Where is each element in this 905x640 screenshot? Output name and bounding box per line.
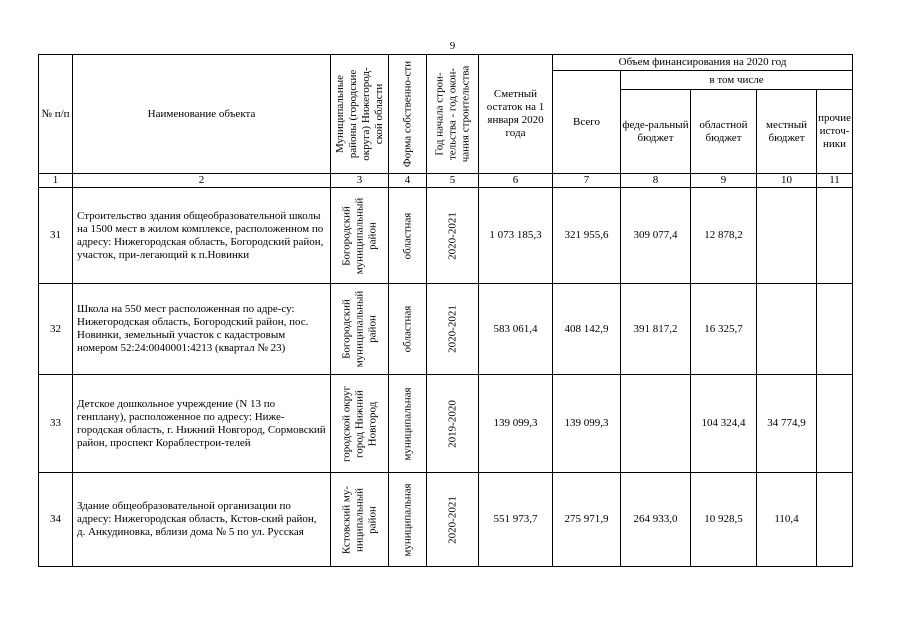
row-total: 321 955,6: [553, 188, 621, 284]
row-district: Богородский муниципальный район: [331, 188, 389, 284]
row-ownership: муниципальная: [389, 473, 427, 567]
row-regional: 104 324,4: [691, 375, 757, 473]
header-local: местный бюджет: [757, 90, 817, 174]
header-funding: Объем финансирования на 2020 год: [553, 55, 853, 71]
row-local: 110,4: [757, 473, 817, 567]
column-number: 2: [73, 174, 331, 188]
row-federal: 391 817,2: [621, 284, 691, 375]
row-district: городской округ город Нижний Новгород: [331, 375, 389, 473]
header-including: в том числе: [621, 71, 853, 90]
row-local: [757, 188, 817, 284]
column-number: 10: [757, 174, 817, 188]
row-total: 275 971,9: [553, 473, 621, 567]
object-name: Здание общеобразовательной организации по адресу: Нижегородская область, Кстов-ский район, д. Анкудиновка, вблизи дома № 5 по ул. Русская: [73, 473, 331, 567]
row-other: [817, 284, 853, 375]
row-local: [757, 284, 817, 375]
row-years: 2019-2020: [427, 375, 479, 473]
row-total: 139 099,3: [553, 375, 621, 473]
column-number: 9: [691, 174, 757, 188]
row-federal: 264 933,0: [621, 473, 691, 567]
row-regional: 12 878,2: [691, 188, 757, 284]
row-num: 34: [39, 473, 73, 567]
column-number: 6: [479, 174, 553, 188]
row-balance: 139 099,3: [479, 375, 553, 473]
column-number-row: [39, 174, 853, 188]
row-ownership: областная: [389, 188, 427, 284]
column-number: 5: [427, 174, 479, 188]
column-number: 3: [331, 174, 389, 188]
row-balance: 551 973,7: [479, 473, 553, 567]
object-name: Школа на 550 мест расположенная по адре-су: Нижегородская область, Богородский район, пос. Новинки, земельный участок с кадастровым номером 52:24:0040001:4213 (квартал № 23): [73, 284, 331, 375]
row-num: 32: [39, 284, 73, 375]
row-years: 2020-2021: [427, 473, 479, 567]
row-local: 34 774,9: [757, 375, 817, 473]
row-num: 33: [39, 375, 73, 473]
column-number: 4: [389, 174, 427, 188]
row-ownership: муниципальная: [389, 375, 427, 473]
column-number: 1: [39, 174, 73, 188]
row-district: Богородский муниципальный район: [331, 284, 389, 375]
column-number: 8: [621, 174, 691, 188]
row-total: 408 142,9: [553, 284, 621, 375]
column-number: 7: [553, 174, 621, 188]
row-federal: 309 077,4: [621, 188, 691, 284]
header-balance: Сметный остаток на 1 января 2020 года: [479, 55, 553, 174]
header-district: Муниципальные районы (городские округа) Нижегород-ской области: [331, 55, 389, 174]
row-balance: 583 061,4: [479, 284, 553, 375]
header-name: Наименование объекта: [73, 55, 331, 174]
row-other: [817, 473, 853, 567]
row-district: Кстовский му-ниципальный район: [331, 473, 389, 567]
header-regional: областной бюджет: [691, 90, 757, 174]
row-regional: 10 928,5: [691, 473, 757, 567]
row-ownership: областная: [389, 284, 427, 375]
header-ownership: Форма собственно-сти: [389, 55, 427, 174]
row-other: [817, 375, 853, 473]
row-balance: 1 073 185,3: [479, 188, 553, 284]
table-row: [39, 188, 853, 284]
header-total: Всего: [553, 71, 621, 174]
object-name: Детское дошкольное учреждение (N 13 по генплану), расположенное по адресу: Ниже-городская область, г. Нижний Новгород, Сормовский район, проспект Кораблестрои-телей: [73, 375, 331, 473]
row-num: 31: [39, 188, 73, 284]
header-other: прочие источ-ники: [817, 90, 853, 174]
row-federal: [621, 375, 691, 473]
column-number: 11: [817, 174, 853, 188]
row-years: 2020-2021: [427, 284, 479, 375]
financing-table: [38, 54, 853, 567]
object-name: Строительство здания общеобразовательной школы на 1500 мест в жилом комплексе, расположенном по адресу: Нижегородская область, Богородский район, участок, при-легающий к п.Новинки: [73, 188, 331, 284]
header-num: № п/п: [39, 55, 73, 174]
table-row: [39, 473, 853, 567]
page-number: 9: [449, 40, 456, 52]
row-years: 2020-2021: [427, 188, 479, 284]
header-years: Год начала строи-тельства - год окон-чания строительства: [427, 55, 479, 174]
table-row: [39, 375, 853, 473]
table-row: [39, 284, 853, 375]
row-regional: 16 325,7: [691, 284, 757, 375]
header-federal: феде-ральный бюджет: [621, 90, 691, 174]
row-other: [817, 188, 853, 284]
